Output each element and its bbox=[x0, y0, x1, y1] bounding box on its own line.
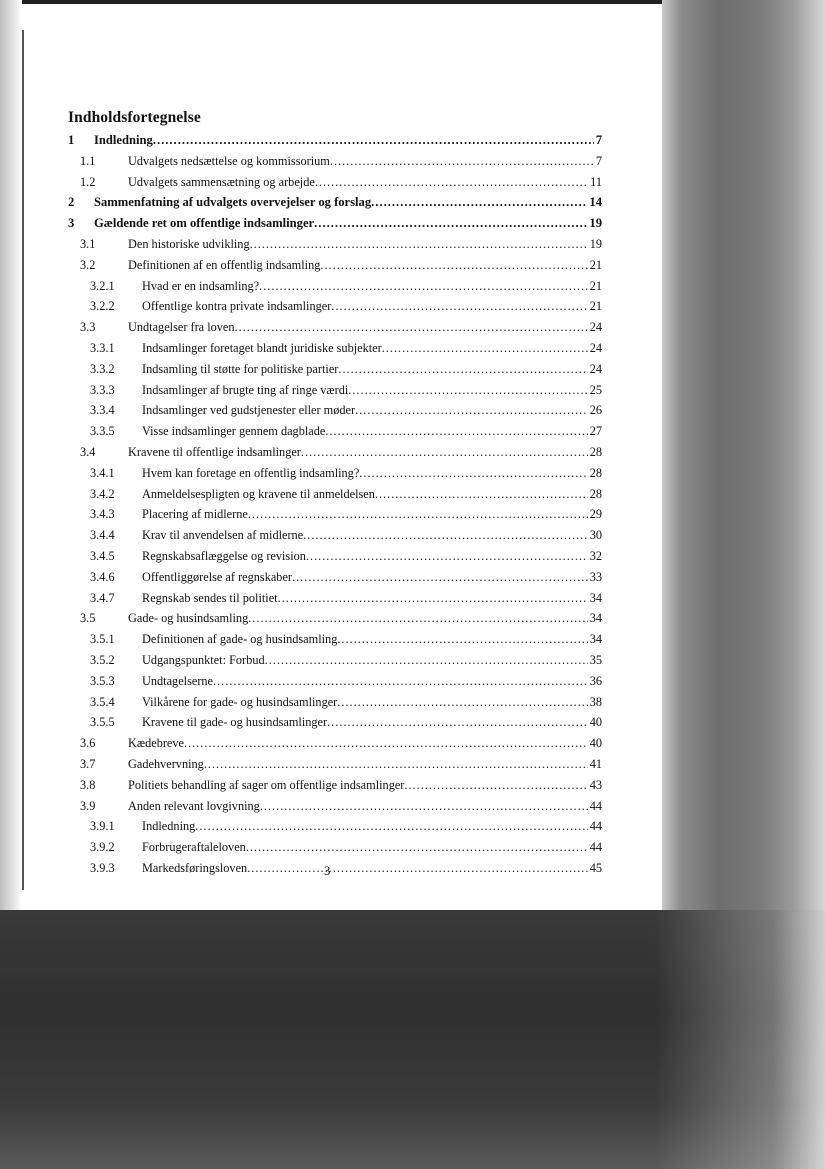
toc-entry-leader bbox=[142, 546, 602, 566]
toc-entry-page: 41 bbox=[589, 757, 602, 771]
toc-entry-title: Anmeldelsespligten og kravene til anmeldelsen bbox=[142, 486, 375, 501]
toc-entry-title: Placering af midlerne bbox=[142, 507, 248, 522]
toc-entry-leader bbox=[94, 130, 602, 150]
toc-entry-page: 14 bbox=[589, 195, 602, 210]
toc-leader-dots bbox=[327, 712, 588, 732]
toc-entry-leader bbox=[142, 463, 602, 483]
document-page bbox=[24, 6, 662, 910]
toc-entry-title: Kravene til gade- og husindsamlinger bbox=[142, 715, 328, 730]
toc-entry-leader bbox=[142, 484, 602, 504]
toc-entry-number: 3.4.3 bbox=[90, 507, 115, 522]
toc-entry-title: Undtagelser fra loven bbox=[128, 320, 235, 335]
toc-entry-title: Kravene til offentlige indsamlinger bbox=[128, 445, 301, 459]
toc-entry-page: 38 bbox=[589, 694, 602, 709]
toc-leader-dots bbox=[330, 151, 594, 171]
toc-entry-title: Politiets behandling af sager om offentlige indsamlinger bbox=[128, 777, 405, 792]
toc-leader-dots bbox=[278, 588, 588, 608]
toc-leader-dots bbox=[306, 546, 588, 566]
toc-entry-page: 7 bbox=[595, 153, 602, 168]
toc-entry-title: Definitionen af gade- og husindsamling bbox=[142, 632, 338, 647]
toc-entry[interactable] bbox=[90, 712, 602, 732]
toc-leader-dots bbox=[359, 463, 587, 483]
toc-entry[interactable] bbox=[80, 442, 602, 462]
toc-entry[interactable] bbox=[90, 692, 602, 712]
toc-entry-page: 34 bbox=[589, 590, 602, 605]
toc-entry-title: Indledning bbox=[142, 819, 196, 834]
toc-entry-leader bbox=[142, 276, 602, 296]
toc-entry-number: 3 bbox=[68, 216, 75, 231]
toc-entry[interactable] bbox=[80, 733, 602, 753]
toc-entry[interactable] bbox=[90, 276, 602, 296]
toc-entry-page: 45 bbox=[589, 861, 602, 875]
toc-entry-number: 3.9.2 bbox=[90, 840, 115, 855]
toc-entry-page: 44 bbox=[589, 840, 602, 855]
toc-entry-leader bbox=[142, 712, 602, 732]
toc-entry[interactable] bbox=[90, 629, 602, 649]
toc-entry-title: Udgangspunktet: Forbud bbox=[142, 653, 265, 667]
toc-entry[interactable] bbox=[90, 484, 602, 504]
toc-entry-title: Udvalgets sammensætning og arbejde bbox=[128, 174, 315, 189]
toc-entry-page: 32 bbox=[589, 549, 602, 563]
toc-entry-page: 44 bbox=[589, 819, 602, 834]
toc-leader-dots bbox=[303, 525, 588, 545]
toc-entry-page: 43 bbox=[589, 777, 602, 792]
toc-entry-leader bbox=[128, 442, 602, 462]
toc-entry-leader bbox=[142, 816, 602, 836]
toc-entry[interactable] bbox=[90, 338, 602, 358]
toc-entry-page: 30 bbox=[589, 528, 602, 543]
toc-entry-number: 3.4.1 bbox=[90, 465, 115, 480]
toc-title: Indholdsfortegnelse bbox=[68, 109, 201, 126]
toc-leader-dots bbox=[337, 692, 587, 712]
toc-entry-number: 3.3.3 bbox=[90, 382, 115, 397]
toc-entry-leader bbox=[142, 525, 602, 545]
toc-entry-page: 21 bbox=[589, 257, 602, 272]
toc-entry-page: 28 bbox=[589, 445, 602, 459]
toc-entry-number: 1 bbox=[68, 133, 75, 147]
toc-leader-dots bbox=[355, 400, 588, 420]
toc-entry-title: Hvad er en indsamling? bbox=[142, 278, 260, 293]
toc-entry-leader bbox=[128, 255, 602, 275]
toc-entry-title: Sammenfatning af udvalgets overvejelser og forslag bbox=[94, 195, 372, 210]
toc-entry-leader bbox=[142, 504, 602, 524]
toc-entry-title: Visse indsamlinger gennem dagblade bbox=[142, 424, 326, 439]
toc-entry[interactable] bbox=[90, 650, 602, 670]
toc-entry-title: Vilkårene for gade- og husindsamlinger bbox=[142, 694, 338, 709]
toc-entry[interactable] bbox=[90, 504, 602, 524]
toc-entry-title: Indsamlinger af brugte ting af ringe værdi bbox=[142, 382, 349, 397]
toc-entry-page: 29 bbox=[589, 507, 602, 522]
toc-entry-number: 1.1 bbox=[80, 153, 96, 168]
toc-entry-leader bbox=[128, 754, 602, 774]
toc-entry-title: Markedsføringsloven bbox=[142, 861, 248, 875]
toc-leader-dots bbox=[204, 754, 588, 774]
toc-entry-number: 3.3.2 bbox=[90, 361, 115, 376]
toc-entry[interactable] bbox=[90, 400, 602, 420]
toc-entry-leader bbox=[142, 629, 602, 649]
toc-leader-dots bbox=[265, 650, 588, 670]
toc-entry-leader bbox=[142, 380, 602, 400]
toc-entry[interactable] bbox=[68, 192, 602, 212]
toc-entry-title: Indsamling til støtte for politiske partier bbox=[142, 361, 339, 376]
toc-entry-number: 3.7 bbox=[80, 757, 96, 771]
toc-leader-dots bbox=[184, 733, 588, 753]
toc-entry-title: Anden relevant lovgivning bbox=[128, 798, 260, 813]
toc-entry-number: 3.2 bbox=[80, 257, 96, 272]
toc-leader-dots bbox=[371, 192, 587, 212]
toc-leader-dots bbox=[404, 775, 587, 795]
toc-entry-number: 3.5.5 bbox=[90, 715, 115, 730]
toc-entry-number: 3.3.4 bbox=[90, 403, 115, 418]
toc-entry-page: 34 bbox=[589, 611, 602, 626]
toc-leader-dots bbox=[325, 421, 587, 441]
toc-entry-number: 3.5.1 bbox=[90, 632, 115, 647]
toc-entry-number: 3.5.3 bbox=[90, 673, 115, 688]
toc-entry-number: 3.5 bbox=[80, 611, 96, 626]
toc-entry[interactable] bbox=[90, 816, 602, 836]
toc-entry[interactable] bbox=[80, 172, 602, 192]
toc-entry-leader bbox=[142, 671, 602, 691]
toc-entry-title: Udvalgets nedsættelse og kommissorium bbox=[128, 153, 330, 168]
toc-entry-number: 3.9.3 bbox=[90, 861, 115, 875]
toc-entry-title: Forbrugeraftaleloven bbox=[142, 840, 246, 855]
toc-entry[interactable] bbox=[90, 567, 602, 587]
page-number: 3 bbox=[324, 864, 331, 878]
toc-entry-number: 2 bbox=[68, 195, 75, 210]
toc-leader-dots bbox=[250, 234, 588, 254]
toc-entry-leader bbox=[142, 837, 602, 857]
toc-leader-dots bbox=[292, 567, 588, 587]
scan-left-edge bbox=[0, 0, 22, 920]
toc-entry-number: 3.2.1 bbox=[90, 278, 115, 293]
toc-entry-number: 1.2 bbox=[80, 174, 96, 189]
toc-leader-dots bbox=[246, 837, 588, 857]
toc-entry-number: 3.3.1 bbox=[90, 341, 115, 355]
toc-leader-dots bbox=[301, 442, 588, 462]
toc-entry-title: Indledning bbox=[94, 133, 153, 147]
toc-entry-page: 40 bbox=[589, 736, 602, 751]
toc-leader-dots bbox=[213, 671, 588, 691]
toc-entry-leader bbox=[142, 400, 602, 420]
toc-entry[interactable] bbox=[90, 463, 602, 483]
toc-entry[interactable] bbox=[80, 151, 602, 171]
toc-entry-number: 3.3.5 bbox=[90, 424, 115, 439]
toc-entry-leader bbox=[128, 234, 602, 254]
toc-entry-page: 36 bbox=[589, 673, 602, 688]
toc-entry-title: Krav til anvendelsen af midlerne bbox=[142, 528, 304, 543]
toc-entry-leader bbox=[128, 172, 602, 192]
toc-entry-number: 3.9 bbox=[80, 798, 96, 813]
toc-entry-number: 3.4.2 bbox=[90, 486, 115, 501]
toc-entry-number: 3.4.4 bbox=[90, 528, 115, 543]
toc-entry-page: 24 bbox=[589, 320, 602, 335]
toc-entry-title: Definitionen af en offentlig indsamling bbox=[128, 257, 321, 272]
toc-entry-title: Indsamlinger ved gudstjenester eller møder bbox=[142, 403, 356, 418]
toc-entry-title: Regnskabsaflæggelse og revision bbox=[142, 549, 306, 563]
toc-entry-page: 21 bbox=[589, 299, 602, 314]
toc-entry-title: Gældende ret om offentlige indsamlinger bbox=[94, 216, 315, 231]
toc-entry[interactable] bbox=[80, 317, 602, 337]
toc-entry-number: 3.5.2 bbox=[90, 653, 115, 667]
toc-entry-number: 3.4.7 bbox=[90, 590, 115, 605]
toc-entry-page: 34 bbox=[589, 632, 602, 647]
toc-entry-leader bbox=[142, 588, 602, 608]
toc-entry-title: Gade- og husindsamling bbox=[128, 611, 249, 626]
toc-entry[interactable] bbox=[90, 380, 602, 400]
toc-leader-dots bbox=[315, 172, 588, 192]
toc-entry-number: 3.4 bbox=[80, 445, 96, 459]
toc-entry[interactable] bbox=[90, 671, 602, 691]
scan-bottom-shadow bbox=[0, 910, 825, 1169]
toc-entry[interactable] bbox=[68, 213, 602, 233]
toc-entry-number: 3.4.6 bbox=[90, 569, 115, 584]
toc-entry-page: 40 bbox=[589, 715, 602, 730]
toc-entry-leader bbox=[94, 192, 602, 212]
toc-entry-number: 3.4.5 bbox=[90, 549, 115, 563]
toc-entry-page: 28 bbox=[589, 465, 602, 480]
toc-entry-number: 3.8 bbox=[80, 777, 96, 792]
toc-entry-leader bbox=[142, 421, 602, 441]
toc-leader-dots bbox=[382, 338, 588, 358]
toc-entry-title: Gadehvervning bbox=[128, 757, 204, 771]
toc-entry-page: 44 bbox=[589, 798, 602, 813]
toc-leader-dots bbox=[195, 816, 587, 836]
toc-entry[interactable] bbox=[80, 775, 602, 795]
toc-entry[interactable] bbox=[90, 296, 602, 316]
toc-entry-leader bbox=[142, 338, 602, 358]
toc-entry-leader bbox=[94, 213, 602, 233]
toc-entry-leader bbox=[128, 151, 602, 171]
toc-leader-dots bbox=[320, 255, 587, 275]
toc-entry-number: 3.9.1 bbox=[90, 819, 115, 834]
toc-entry-number: 3.1 bbox=[80, 237, 96, 251]
toc-entry[interactable] bbox=[80, 234, 602, 254]
toc-entry-page: 24 bbox=[589, 361, 602, 376]
toc-entry[interactable] bbox=[90, 588, 602, 608]
toc-leader-dots bbox=[247, 858, 588, 878]
toc-entry[interactable] bbox=[90, 858, 602, 878]
toc-leader-dots bbox=[259, 276, 588, 296]
toc-leader-dots bbox=[337, 629, 587, 649]
toc-entry-leader bbox=[142, 296, 602, 316]
toc-entry-leader bbox=[128, 775, 602, 795]
toc-leader-dots bbox=[314, 213, 587, 233]
toc-entry-leader bbox=[142, 359, 602, 379]
toc-entry-title: Indsamlinger foretaget blandt juridiske subjekter bbox=[142, 341, 382, 355]
toc-entry-title: Kædebreve bbox=[128, 736, 184, 751]
toc-entry-leader bbox=[128, 796, 602, 816]
toc-leader-dots bbox=[153, 130, 594, 150]
toc-entry[interactable] bbox=[90, 525, 602, 545]
toc-entry-title: Den historiske udvikling bbox=[128, 237, 250, 251]
toc-entry-title: Regnskab sendes til politiet bbox=[142, 590, 278, 605]
toc-entry-title: Undtagelserne bbox=[142, 673, 214, 688]
toc-entry-number: 3.6 bbox=[80, 736, 96, 751]
toc-entry-title: Offentlige kontra private indsamlinger bbox=[142, 299, 332, 314]
toc-entry[interactable] bbox=[90, 421, 602, 441]
toc-entry-page: 28 bbox=[589, 486, 602, 501]
toc-entry-page: 25 bbox=[589, 382, 602, 397]
toc-leader-dots bbox=[348, 380, 587, 400]
toc-entry-number: 3.5.4 bbox=[90, 694, 115, 709]
toc-entry-number: 3.3 bbox=[80, 320, 96, 335]
toc-entry-leader bbox=[128, 733, 602, 753]
toc-leader-dots bbox=[260, 796, 588, 816]
toc-entry-page: 24 bbox=[589, 341, 602, 355]
toc-entry-leader bbox=[142, 650, 602, 670]
toc-entry[interactable] bbox=[90, 837, 602, 857]
toc-entry-number: 3.2.2 bbox=[90, 299, 115, 314]
toc-entry-title: Hvem kan foretage en offentlig indsamling? bbox=[142, 465, 360, 480]
toc-entry[interactable] bbox=[68, 130, 602, 150]
toc-entry-leader bbox=[142, 692, 602, 712]
toc-entry-page: 19 bbox=[589, 216, 602, 231]
toc-entry-page: 35 bbox=[589, 653, 602, 667]
toc-leader-dots bbox=[331, 296, 587, 316]
toc-leader-dots bbox=[248, 608, 587, 628]
toc-entry-page: 11 bbox=[590, 174, 602, 189]
toc-entry-leader bbox=[128, 608, 602, 628]
toc-entry-title: Offentliggørelse af regnskaber bbox=[142, 569, 293, 584]
toc-entry-page: 27 bbox=[589, 424, 602, 439]
toc-leader-dots bbox=[338, 359, 587, 379]
toc-entry[interactable] bbox=[90, 546, 602, 566]
toc-leader-dots bbox=[235, 317, 588, 337]
toc-entry-page: 33 bbox=[589, 569, 602, 584]
toc-entry-page: 21 bbox=[589, 278, 602, 293]
toc-entry-leader bbox=[142, 858, 602, 878]
toc-entry-leader bbox=[128, 317, 602, 337]
toc-entry-page: 26 bbox=[589, 403, 602, 418]
toc-entry-page: 7 bbox=[595, 133, 602, 147]
toc-entry[interactable] bbox=[90, 359, 602, 379]
toc-entry[interactable] bbox=[80, 754, 602, 774]
toc-entry[interactable] bbox=[80, 608, 602, 628]
toc-entry[interactable] bbox=[80, 796, 602, 816]
toc-entry-leader bbox=[142, 567, 602, 587]
toc-entry[interactable] bbox=[80, 255, 602, 275]
toc-leader-dots bbox=[248, 504, 588, 524]
toc-entry-page: 19 bbox=[589, 237, 602, 251]
toc-leader-dots bbox=[375, 484, 588, 504]
